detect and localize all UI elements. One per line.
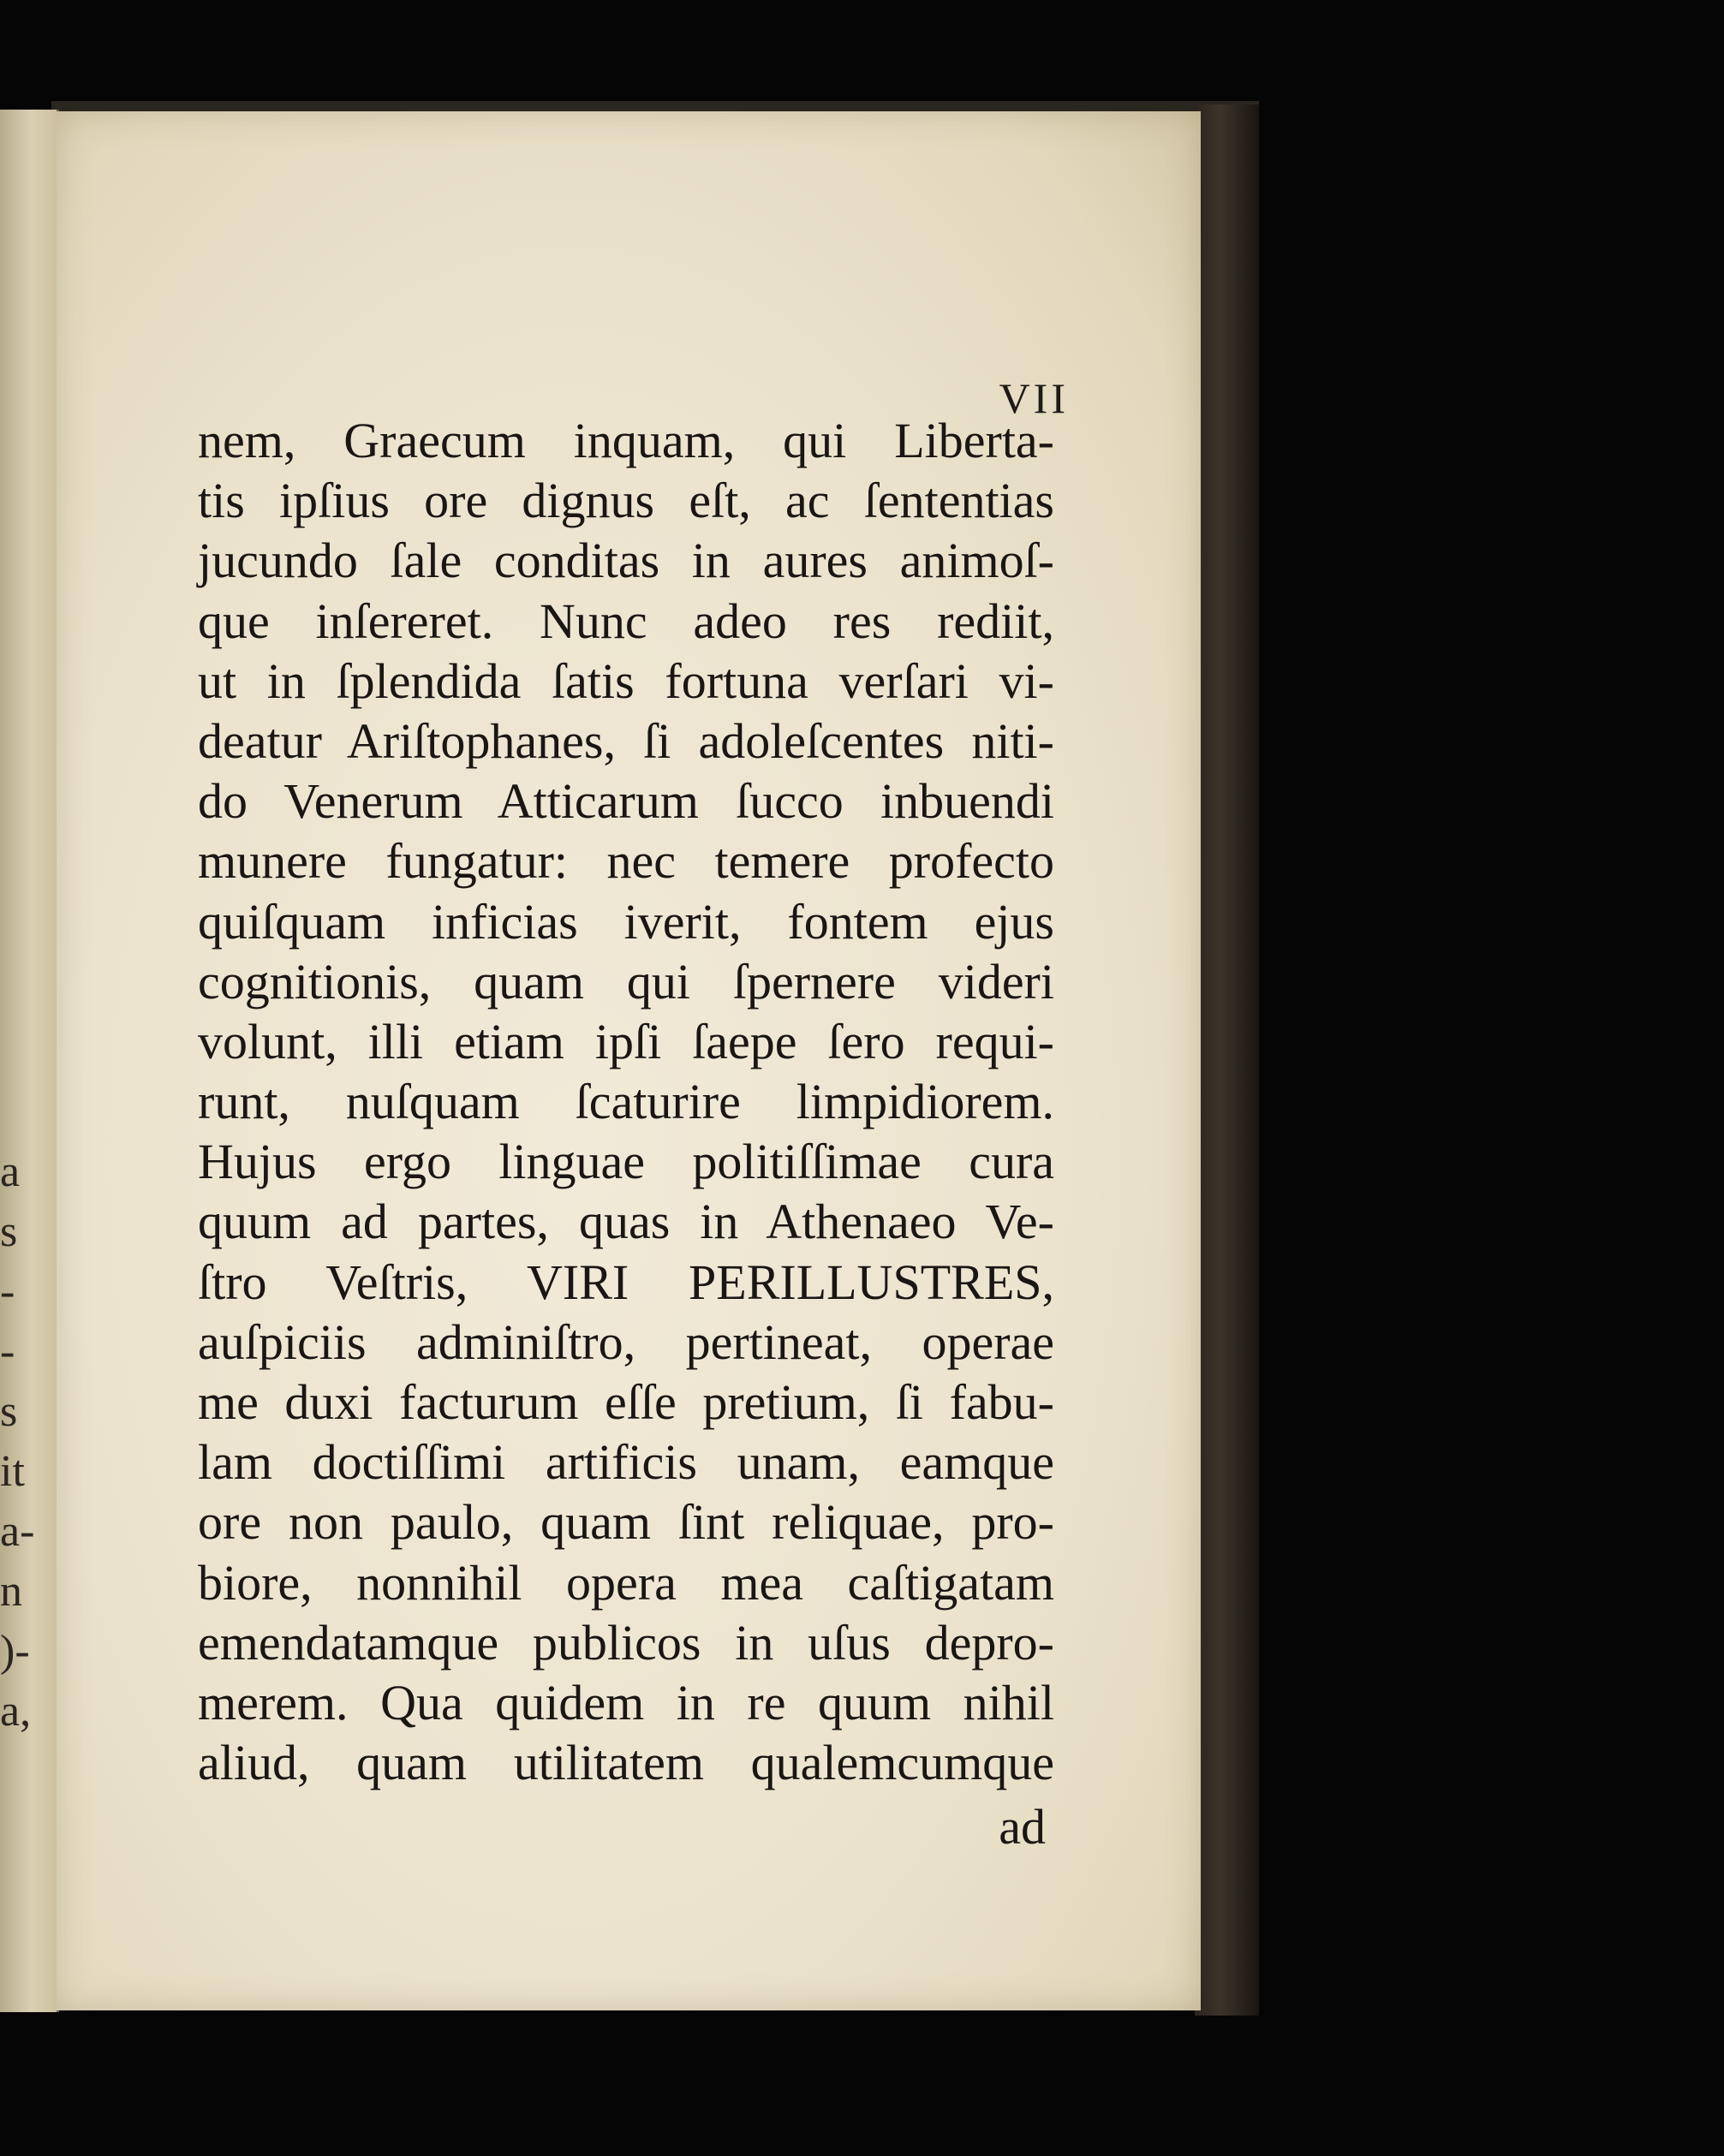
text-line: aliud, quam utilitatem qualemcumque: [198, 1735, 1054, 1791]
text-line: do Venerum Atticarum ſucco inbuendi: [198, 773, 1054, 830]
edge-glyph: s: [0, 1387, 18, 1436]
book-page: [57, 111, 1201, 2010]
text-line: volunt, illi etiam ipſi ſaepe ſero requi-: [198, 1013, 1054, 1069]
text-line: merem. Qua quidem in re quum nihil: [198, 1674, 1054, 1730]
text-line: Hujus ergo linguae politiſſimae cura: [198, 1134, 1054, 1190]
text-line: ſtro Veſtris, VIRI PERILLUSTRES,: [198, 1254, 1054, 1310]
text-line: lam doctiſſimi artificis unam, eamque: [198, 1434, 1054, 1491]
edge-glyph: a-: [0, 1507, 35, 1556]
text-line: quum ad partes, quas in Athenaeo Ve-: [198, 1194, 1054, 1250]
edge-glyph: n: [0, 1567, 22, 1616]
edge-glyph: a: [0, 1147, 21, 1196]
edge-glyph: )-: [0, 1627, 30, 1676]
text-line: runt, nuſquam ſcaturire limpidiorem.: [198, 1074, 1054, 1130]
body-text: [198, 411, 1054, 1793]
edge-glyph: s: [0, 1207, 18, 1256]
book-cover-spine: [1195, 104, 1259, 2016]
text-line: munere fungatur: nec temere profecto: [198, 833, 1054, 890]
text-line: jucundo ſale conditas in aures animoſ-: [198, 533, 1054, 589]
text-line: me duxi facturum eſſe pretium, ſi fabu-: [198, 1374, 1054, 1430]
edge-glyph: a,: [0, 1687, 32, 1736]
text-line: cognitionis, quam qui ſpernere videri: [198, 953, 1054, 1010]
edge-glyph: it: [0, 1447, 25, 1496]
page-number: VII: [999, 374, 1069, 422]
edge-glyph: -: [0, 1327, 15, 1376]
text-line: biore, nonnihil opera mea caſtigatam: [198, 1554, 1054, 1611]
text-line: ore non paulo, quam ſint reliquae, pro-: [198, 1494, 1054, 1551]
edge-glyph: -: [0, 1267, 15, 1316]
text-line: tis ipſius ore dignus eſt, ac ſententias: [198, 473, 1054, 529]
text-line: que inſereret. Nunc adeo res rediit,: [198, 593, 1054, 649]
text-line: ut in ſplendida ſatis fortuna verſari vi-: [198, 652, 1054, 709]
text-line: nem, Graecum inquam, qui Liberta-: [198, 413, 1054, 468]
text-line: deatur Ariſtophanes, ſi adoleſcentes niti-: [198, 712, 1054, 769]
text-line: emendatamque publicos in uſus depro-: [198, 1614, 1054, 1671]
previous-page-edge: [0, 110, 59, 2012]
catchword: ad: [999, 1799, 1046, 1855]
text-line: quiſquam inficias iverit, fontem ejus: [198, 893, 1054, 950]
text-line: auſpiciis adminiſtro, pertineat, operae: [198, 1313, 1054, 1370]
previous-page-glyphs: [0, 110, 51, 2012]
